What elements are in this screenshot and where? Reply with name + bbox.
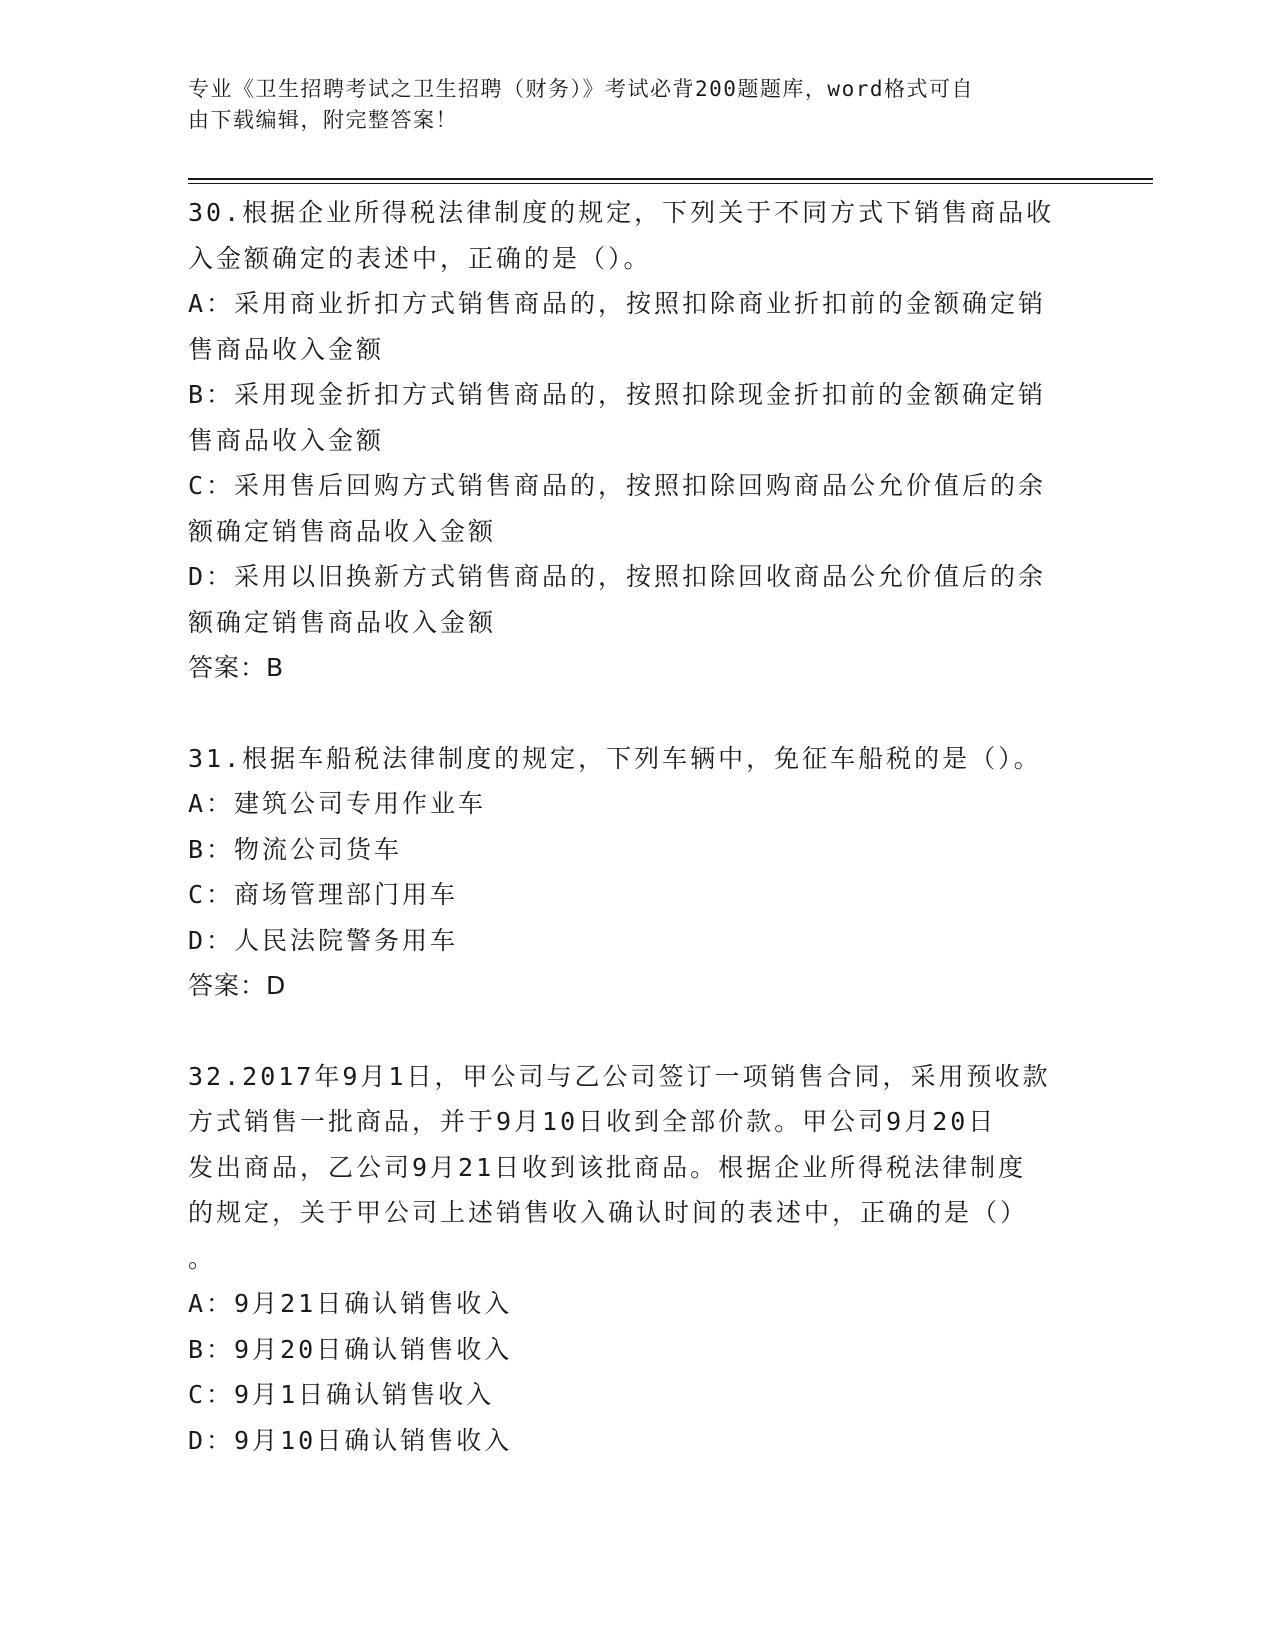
question-spacer bbox=[188, 691, 1088, 736]
option-text-line: C：9月1日确认销售收入 bbox=[188, 1380, 495, 1409]
answer-key: 答案：B bbox=[188, 653, 285, 682]
answer-option bbox=[188, 1281, 1088, 1327]
question-stem-line: 入金额确定的表述中，正确的是（）。 bbox=[188, 243, 652, 273]
option-text-line: C：采用售后回购方式销售商品的，按照扣除回购商品公允价值后的余 bbox=[188, 471, 1047, 500]
option-text-line: D：人民法院警务用车 bbox=[188, 925, 459, 955]
option-text-line: B：9月20日确认销售收入 bbox=[188, 1334, 513, 1364]
question-stem-line: 31.根据车船税法律制度的规定，下列车辆中，免征车船税的是（）。 bbox=[188, 743, 1042, 773]
question-block bbox=[188, 1054, 1088, 1464]
option-text-line: A：9月21日确认销售收入 bbox=[188, 1289, 513, 1318]
answer-option bbox=[188, 1418, 1088, 1464]
question-block bbox=[188, 190, 1088, 691]
header-divider-thin bbox=[188, 183, 1153, 184]
question-block bbox=[188, 736, 1088, 1009]
header-divider-thick bbox=[188, 178, 1153, 180]
answer-key: 答案：D bbox=[188, 971, 287, 1000]
question-stem-line: 30.根据企业所得税法律制度的规定，下列关于不同方式下销售商品收 bbox=[188, 198, 1055, 227]
answer-option bbox=[188, 1372, 1088, 1418]
option-text-line: D：采用以旧换新方式销售商品的，按照扣除回收商品公允价值后的余 bbox=[188, 562, 1047, 591]
question-list bbox=[188, 190, 1088, 1463]
option-text-line: B：物流公司货车 bbox=[188, 834, 403, 864]
document-header bbox=[188, 74, 1088, 136]
option-text-line: D：9月10日确认销售收入 bbox=[188, 1425, 513, 1455]
question-stem-line: 方式销售一批商品，并于9月10日收到全部价款。甲公司9月20日 bbox=[188, 1107, 997, 1136]
header-line-2: 由下载编辑，附完整答案！ bbox=[188, 108, 458, 132]
answer-option bbox=[188, 827, 1088, 873]
option-text-line: A：采用商业折扣方式销售商品的，按照扣除商业折扣前的金额确定销 bbox=[188, 289, 1047, 318]
option-text-line: A：建筑公司专用作业车 bbox=[188, 789, 487, 818]
answer-option bbox=[188, 1327, 1088, 1373]
option-text-line: 售商品收入金额 bbox=[188, 425, 385, 455]
question-stem-line: 。 bbox=[188, 1243, 217, 1273]
answer-option bbox=[188, 463, 1088, 554]
header-line-1: 专业《卫生招聘考试之卫生招聘（财务）》考试必背200题题库，word格式可自 bbox=[188, 77, 974, 101]
answer-option bbox=[188, 872, 1088, 918]
question-stem-line: 发出商品，乙公司9月21日收到该批商品。根据企业所得税法律制度 bbox=[188, 1152, 1027, 1182]
question-spacer bbox=[188, 1009, 1088, 1054]
question-stem-line: 32.2017年9月1日，甲公司与乙公司签订一项销售合同，采用预收款 bbox=[188, 1061, 1051, 1091]
answer-option bbox=[188, 781, 1088, 827]
option-text-line: 售商品收入金额 bbox=[188, 334, 385, 364]
answer-option bbox=[188, 281, 1088, 372]
answer-option bbox=[188, 554, 1088, 645]
option-text-line: 额确定销售商品收入金额 bbox=[188, 607, 497, 637]
option-text-line: B：采用现金折扣方式销售商品的，按照扣除现金折扣前的金额确定销 bbox=[188, 380, 1047, 409]
answer-option bbox=[188, 918, 1088, 964]
option-text-line: 额确定销售商品收入金额 bbox=[188, 516, 497, 546]
answer-option bbox=[188, 372, 1088, 463]
question-stem-line: 的规定，关于甲公司上述销售收入确认时间的表述中，正确的是（） bbox=[188, 1198, 1029, 1227]
option-text-line: C：商场管理部门用车 bbox=[188, 880, 459, 909]
